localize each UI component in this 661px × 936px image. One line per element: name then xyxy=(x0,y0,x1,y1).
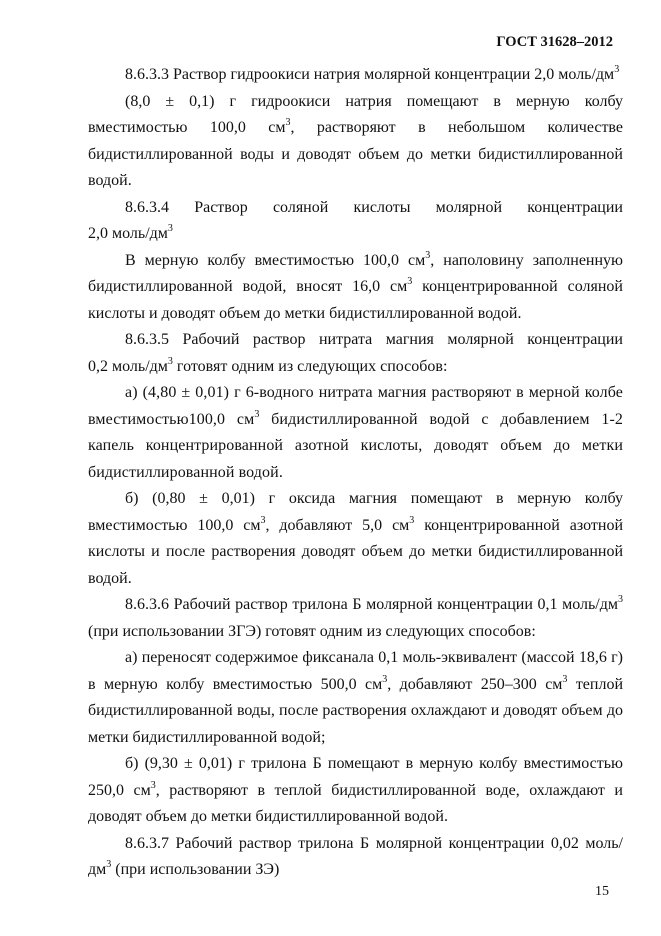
paragraph-8-6-3-4-cont: 2,0 моль/$дм^3$ xyxy=(88,223,173,242)
paragraph-method-b-trilon: б) (9,30 ± 0,01) г трилона Б помещают в мерную колбу вместимостью 250,0 $см^3$, растворяют в теплой бидистиллированной воде, охлаждают и доводят объем до метки бидистиллированной водой. xyxy=(88,755,623,825)
document-header: ГОСТ 31628–2012 xyxy=(496,34,613,50)
paragraph-8-6-3-3: 8.6.3.3 Раствор гидроокиси натрия молярной концентрации 2,0 моль/$дм^3$ xyxy=(125,64,620,83)
paragraph-method-a-mg-nitrate: а) (4,80 ± 0,01) г 6-водного нитрата магния растворяют в мерной колбе вместимостью100,0 $см^3$ бидистиллированной водой с добавлением 1-2 капель концентрированной азотной кислоты, доводят объем до метки бидистиллированной водой. xyxy=(88,384,623,481)
document-body xyxy=(88,62,623,884)
paragraph-8-6-3-6: 8.6.3.6 Рабочий раствор трилона Б молярной концентрации 0,1 моль/$дм^3$ (при использовании ЗГЭ) готовят одним из следующих способов: xyxy=(88,594,623,640)
paragraph-8-6-3-7: 8.6.3.7 Рабочий раствор трилона Б молярной концентрации 0,02 моль/$дм^3$ (при использовании ЗЭ) xyxy=(88,834,623,878)
paragraph-method-b-mg-oxide: б) (0,80 ± 0,01) г оксида магния помещают в мерную колбу вместимостью 100,0 $см^3$, добавляют 5,0 $см^3$ концентрированной азотной кислоты и после растворения доводят объем до метки бидистиллированной водой. xyxy=(88,490,624,587)
paragraph-8-6-3-5-cont: 0,2 моль/$дм^3$ готовят одним из следующих способов: xyxy=(88,355,448,375)
page-number: 15 xyxy=(595,884,609,899)
paragraph-8-6-3-4: 8.6.3.4 Раствор соляной кислоты молярной концентрации xyxy=(125,198,623,216)
paragraph-8-6-3-5: 8.6.3.5 Рабочий раствор нитрата магния молярной концентрации xyxy=(125,331,623,348)
paragraph-8-6-3-3-body: (8,0 ± 0,1) г гидроокиси натрия помещают в мерную колбу вместимостью 100,0 $см^3$, растворяют в небольшом количестве бидистиллированной воды и доводят объем до метки бидистиллированной водой. xyxy=(88,92,623,189)
paragraph-method-a-fixanal: а) переносят содержимое фиксанала 0,1 моль-эквивалент (массой 18,6 г) в мерную колбу вместимостью 500,0 $см^3$, добавляют 250–300 $см^3$ теплой бидистиллированной воды, после растворения охлаждают и доводят объем до метки бидистиллированной водой; xyxy=(88,649,624,746)
paragraph-8-6-3-4-body: В мерную колбу вместимостью 100,0 $см^3$, наполовину заполненную бидистиллированной водой, вносят 16,0 $см^3$ концентрированной соляной кислоты и доводят объем до метки бидистиллированной водой. xyxy=(88,249,623,322)
